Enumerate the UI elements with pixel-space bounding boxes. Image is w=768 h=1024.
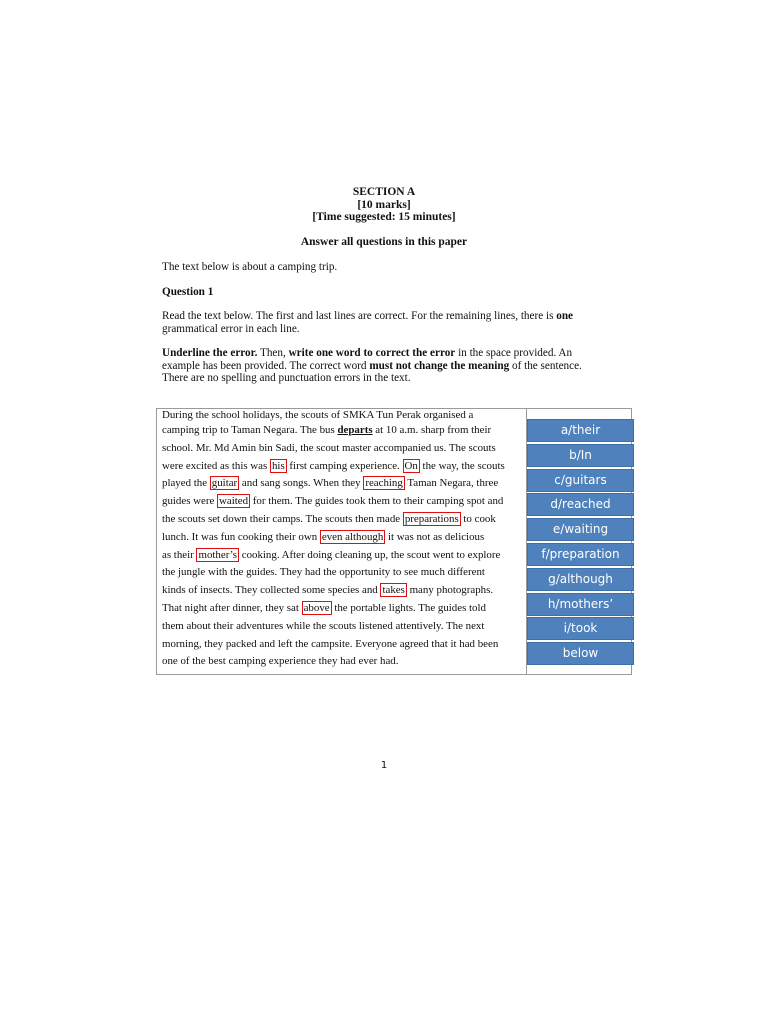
answer-button-h[interactable]: h/mothers’ [527,593,634,616]
error-word[interactable]: On [404,459,418,472]
passage-table [156,408,632,675]
error-word[interactable]: preparations [404,512,459,525]
passage-line: guides were waited for them. The guides took them to their camping spot and [162,495,504,508]
error-word[interactable]: waited [219,495,249,508]
marks-label: [10 marks] [357,199,411,211]
underline-instruction: Underline the error. Then, write one word to correct the error in the space provided. An example has been provided. The correct word must not change the meaning of the sentence. There are no spelling and punctuation errors in the text. [162,347,582,384]
passage-line: played the guitar and sang songs. When they reaching Taman Negara, three [162,477,499,490]
error-word[interactable]: his [271,459,285,472]
error-word[interactable]: takes [382,584,405,597]
error-word[interactable]: above [303,601,330,614]
passage-line: That night after dinner, they sat above the portable lights. The guides told [162,601,486,614]
passage-line: kinds of insects. They collected some species and takes many photographs. [162,584,494,597]
answer-button-e[interactable]: e/waiting [527,518,634,541]
error-word[interactable]: reaching [365,477,403,490]
passage-line: the scouts set down their camps. The scouts then made preparations to cook [162,512,496,525]
passage-line: them about their adventures while the scouts listened attentively. The next [162,619,485,632]
example-word: departs [337,424,373,436]
answer-button-g[interactable]: g/although [527,568,634,591]
answer-button-i[interactable]: i/took [527,617,634,640]
read-instruction: Read the text below. The first and last lines are correct. For the remaining lines, there is one grammatical error in each line. [162,310,574,335]
answer-column [527,419,634,667]
intro-text: The text below is about a camping trip. [162,261,338,273]
passage-line: lunch. It was fun cooking their own even although it was not as delicious [162,530,485,543]
error-word[interactable]: guitar [211,477,238,490]
answer-button-c[interactable]: c/guitars [527,469,634,492]
passage-line: During the school holidays, the scouts of SMKA Tun Perak organised a [162,409,474,421]
passage-line: one of the best camping experience they had ever had. [162,655,399,668]
passage-text [162,409,524,671]
question-label: Question 1 [162,286,214,298]
answer-button-b[interactable]: b/In [527,444,634,467]
answer-button-f[interactable]: f/preparation [527,543,634,566]
passage-line: school. Mr. Md Amin bin Sadi, the scout master accompanied us. The scouts [162,441,496,454]
time-suggested: [Time suggested: 15 minutes] [312,211,456,223]
answer-button-below[interactable]: below [527,642,634,665]
instruction-heading: Answer all questions in this paper [300,236,468,248]
section-title: SECTION A [352,186,416,198]
answer-button-a[interactable]: a/their [527,419,634,442]
passage-line: camping trip to Taman Negara. The bus departs at 10 a.m. sharp from their [162,424,492,436]
passage-line: morning, they packed and left the campsite. Everyone agreed that it had been [162,637,499,650]
page-number: 1 [380,760,388,771]
passage-line: were excited as this was his first camping experience. On the way, the scouts [162,459,505,472]
passage-line: as their mother’s cooking. After doing cleaning up, the scout went to explore [162,548,501,561]
passage-line: the jungle with the guides. They had the opportunity to see much different [162,566,485,579]
answer-button-d[interactable]: d/reached [527,493,634,516]
error-word[interactable]: even although [321,530,384,543]
error-word[interactable]: mother’s [198,548,238,561]
